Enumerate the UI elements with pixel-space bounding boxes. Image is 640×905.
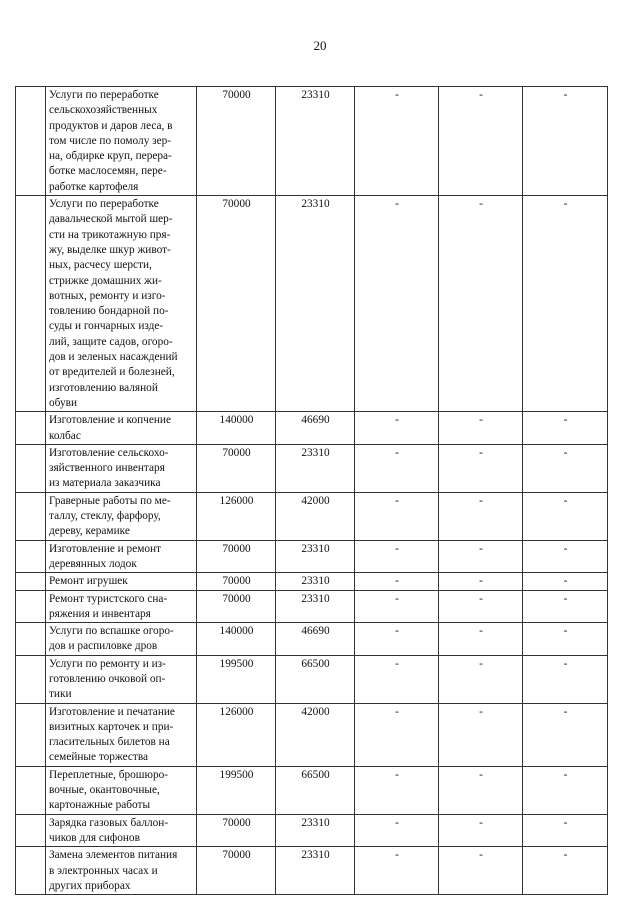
rate-3-cell: - <box>355 655 439 703</box>
table-row <box>16 655 608 703</box>
service-name-cell: Ремонт игрушек <box>46 573 197 590</box>
rate-3-cell: - <box>355 573 439 590</box>
rate-5-cell: - <box>523 590 608 623</box>
service-name-cell: Граверные работы по ме- таллу, стеклу, фарфору, дереву, керамике <box>46 492 197 540</box>
rate-1-cell: 199500 <box>197 655 276 703</box>
table-row <box>16 196 608 412</box>
index-cell <box>16 444 46 492</box>
table-row <box>16 590 608 623</box>
rate-5-cell: - <box>523 492 608 540</box>
rate-1-cell: 70000 <box>197 814 276 847</box>
service-name-cell: Услуги по вспашке огоро- дов и распиловке дров <box>46 623 197 656</box>
rate-4-cell: - <box>439 196 523 412</box>
rate-5-cell: - <box>523 412 608 445</box>
rate-1-cell: 70000 <box>197 196 276 412</box>
rate-4-cell: - <box>439 847 523 895</box>
service-name-cell: Изготовление и копчение колбас <box>46 412 197 445</box>
service-name-cell: Изготовление сельскохо- зяйственного инвентаря из материала заказчика <box>46 444 197 492</box>
rate-5-cell: - <box>523 87 608 196</box>
index-cell <box>16 412 46 445</box>
rate-5-cell: - <box>523 703 608 766</box>
index-cell <box>16 196 46 412</box>
rate-1-cell: 140000 <box>197 623 276 656</box>
rate-2-cell: 42000 <box>276 703 355 766</box>
index-cell <box>16 590 46 623</box>
table-row <box>16 814 608 847</box>
rate-4-cell: - <box>439 412 523 445</box>
rate-3-cell: - <box>355 412 439 445</box>
rate-3-cell: - <box>355 703 439 766</box>
rate-4-cell: - <box>439 766 523 814</box>
rate-5-cell: - <box>523 847 608 895</box>
rate-3-cell: - <box>355 540 439 573</box>
rate-3-cell: - <box>355 847 439 895</box>
rate-3-cell: - <box>355 590 439 623</box>
rate-3-cell: - <box>355 766 439 814</box>
service-name-cell: Услуги по переработке давальческой мытой шер- сти на трикотажную пря- жу, выделке шкур живот- ных, расчесу шерсти, стрижке домашних жи- вотных, ремонту и изго- товлению бондарной по- суды и гончарных изде- лий, защите садов, огоро- дов и зеленых насаждений от вредителей и болезней, изготовлению валяной обуви <box>46 196 197 412</box>
rate-2-cell: 23310 <box>276 814 355 847</box>
rate-4-cell: - <box>439 703 523 766</box>
rate-3-cell: - <box>355 814 439 847</box>
index-cell <box>16 492 46 540</box>
rate-4-cell: - <box>439 444 523 492</box>
rate-5-cell: - <box>523 196 608 412</box>
rate-4-cell: - <box>439 655 523 703</box>
rate-5-cell: - <box>523 573 608 590</box>
rate-2-cell: 66500 <box>276 766 355 814</box>
rate-2-cell: 46690 <box>276 623 355 656</box>
rate-3-cell: - <box>355 87 439 196</box>
table-row <box>16 412 608 445</box>
index-cell <box>16 814 46 847</box>
table-row <box>16 87 608 196</box>
rate-2-cell: 23310 <box>276 444 355 492</box>
rate-1-cell: 199500 <box>197 766 276 814</box>
rate-1-cell: 70000 <box>197 573 276 590</box>
rate-2-cell: 23310 <box>276 540 355 573</box>
rate-1-cell: 70000 <box>197 590 276 623</box>
rate-4-cell: - <box>439 590 523 623</box>
service-name-cell: Изготовление и ремонт деревянных лодок <box>46 540 197 573</box>
rate-1-cell: 70000 <box>197 847 276 895</box>
index-cell <box>16 847 46 895</box>
rate-2-cell: 42000 <box>276 492 355 540</box>
rate-2-cell: 23310 <box>276 573 355 590</box>
table-row <box>16 540 608 573</box>
table-row <box>16 623 608 656</box>
service-name-cell: Изготовление и печатание визитных карточек и при- гласительных билетов на семейные торжества <box>46 703 197 766</box>
service-name-cell: Ремонт туристского сна- ряжения и инвентаря <box>46 590 197 623</box>
rate-2-cell: 23310 <box>276 590 355 623</box>
rate-4-cell: - <box>439 623 523 656</box>
rate-5-cell: - <box>523 766 608 814</box>
rate-2-cell: 23310 <box>276 196 355 412</box>
rate-3-cell: - <box>355 444 439 492</box>
rate-2-cell: 46690 <box>276 412 355 445</box>
rate-5-cell: - <box>523 623 608 656</box>
rate-2-cell: 23310 <box>276 847 355 895</box>
rate-1-cell: 70000 <box>197 87 276 196</box>
service-name-cell: Замена элементов питания в электронных часах и других приборах <box>46 847 197 895</box>
rate-3-cell: - <box>355 492 439 540</box>
rate-1-cell: 70000 <box>197 444 276 492</box>
rate-4-cell: - <box>439 540 523 573</box>
rate-4-cell: - <box>439 573 523 590</box>
service-name-cell: Услуги по ремонту и из- готовлению очковой оп- тики <box>46 655 197 703</box>
page-number: 20 <box>313 38 327 53</box>
index-cell <box>16 766 46 814</box>
rate-2-cell: 66500 <box>276 655 355 703</box>
fee-table <box>15 86 608 895</box>
table-row <box>16 703 608 766</box>
index-cell <box>16 623 46 656</box>
rate-3-cell: - <box>355 623 439 656</box>
service-name-cell: Переплетные, брошюро- вочные, окантовочные, картонажные работы <box>46 766 197 814</box>
rate-5-cell: - <box>523 655 608 703</box>
rate-5-cell: - <box>523 444 608 492</box>
rate-4-cell: - <box>439 492 523 540</box>
rate-1-cell: 126000 <box>197 492 276 540</box>
index-cell <box>16 655 46 703</box>
rate-4-cell: - <box>439 814 523 847</box>
rate-4-cell: - <box>439 87 523 196</box>
service-name-cell: Зарядка газовых баллон- чиков для сифонов <box>46 814 197 847</box>
table-row <box>16 766 608 814</box>
rate-5-cell: - <box>523 814 608 847</box>
rate-3-cell: - <box>355 196 439 412</box>
table-row <box>16 444 608 492</box>
index-cell <box>16 703 46 766</box>
table-body <box>16 87 608 895</box>
table-row <box>16 492 608 540</box>
rate-2-cell: 23310 <box>276 87 355 196</box>
rate-1-cell: 140000 <box>197 412 276 445</box>
table-row <box>16 847 608 895</box>
rate-1-cell: 70000 <box>197 540 276 573</box>
table-row <box>16 573 608 590</box>
index-cell <box>16 573 46 590</box>
rate-1-cell: 126000 <box>197 703 276 766</box>
index-cell <box>16 540 46 573</box>
index-cell <box>16 87 46 196</box>
service-name-cell: Услуги по переработке сельскохозяйственных продуктов и даров леса, в том числе по помолу зер- на, обдирке круп, перера- ботке маслосемян, пере- работке картофеля <box>46 87 197 196</box>
rate-5-cell: - <box>523 540 608 573</box>
